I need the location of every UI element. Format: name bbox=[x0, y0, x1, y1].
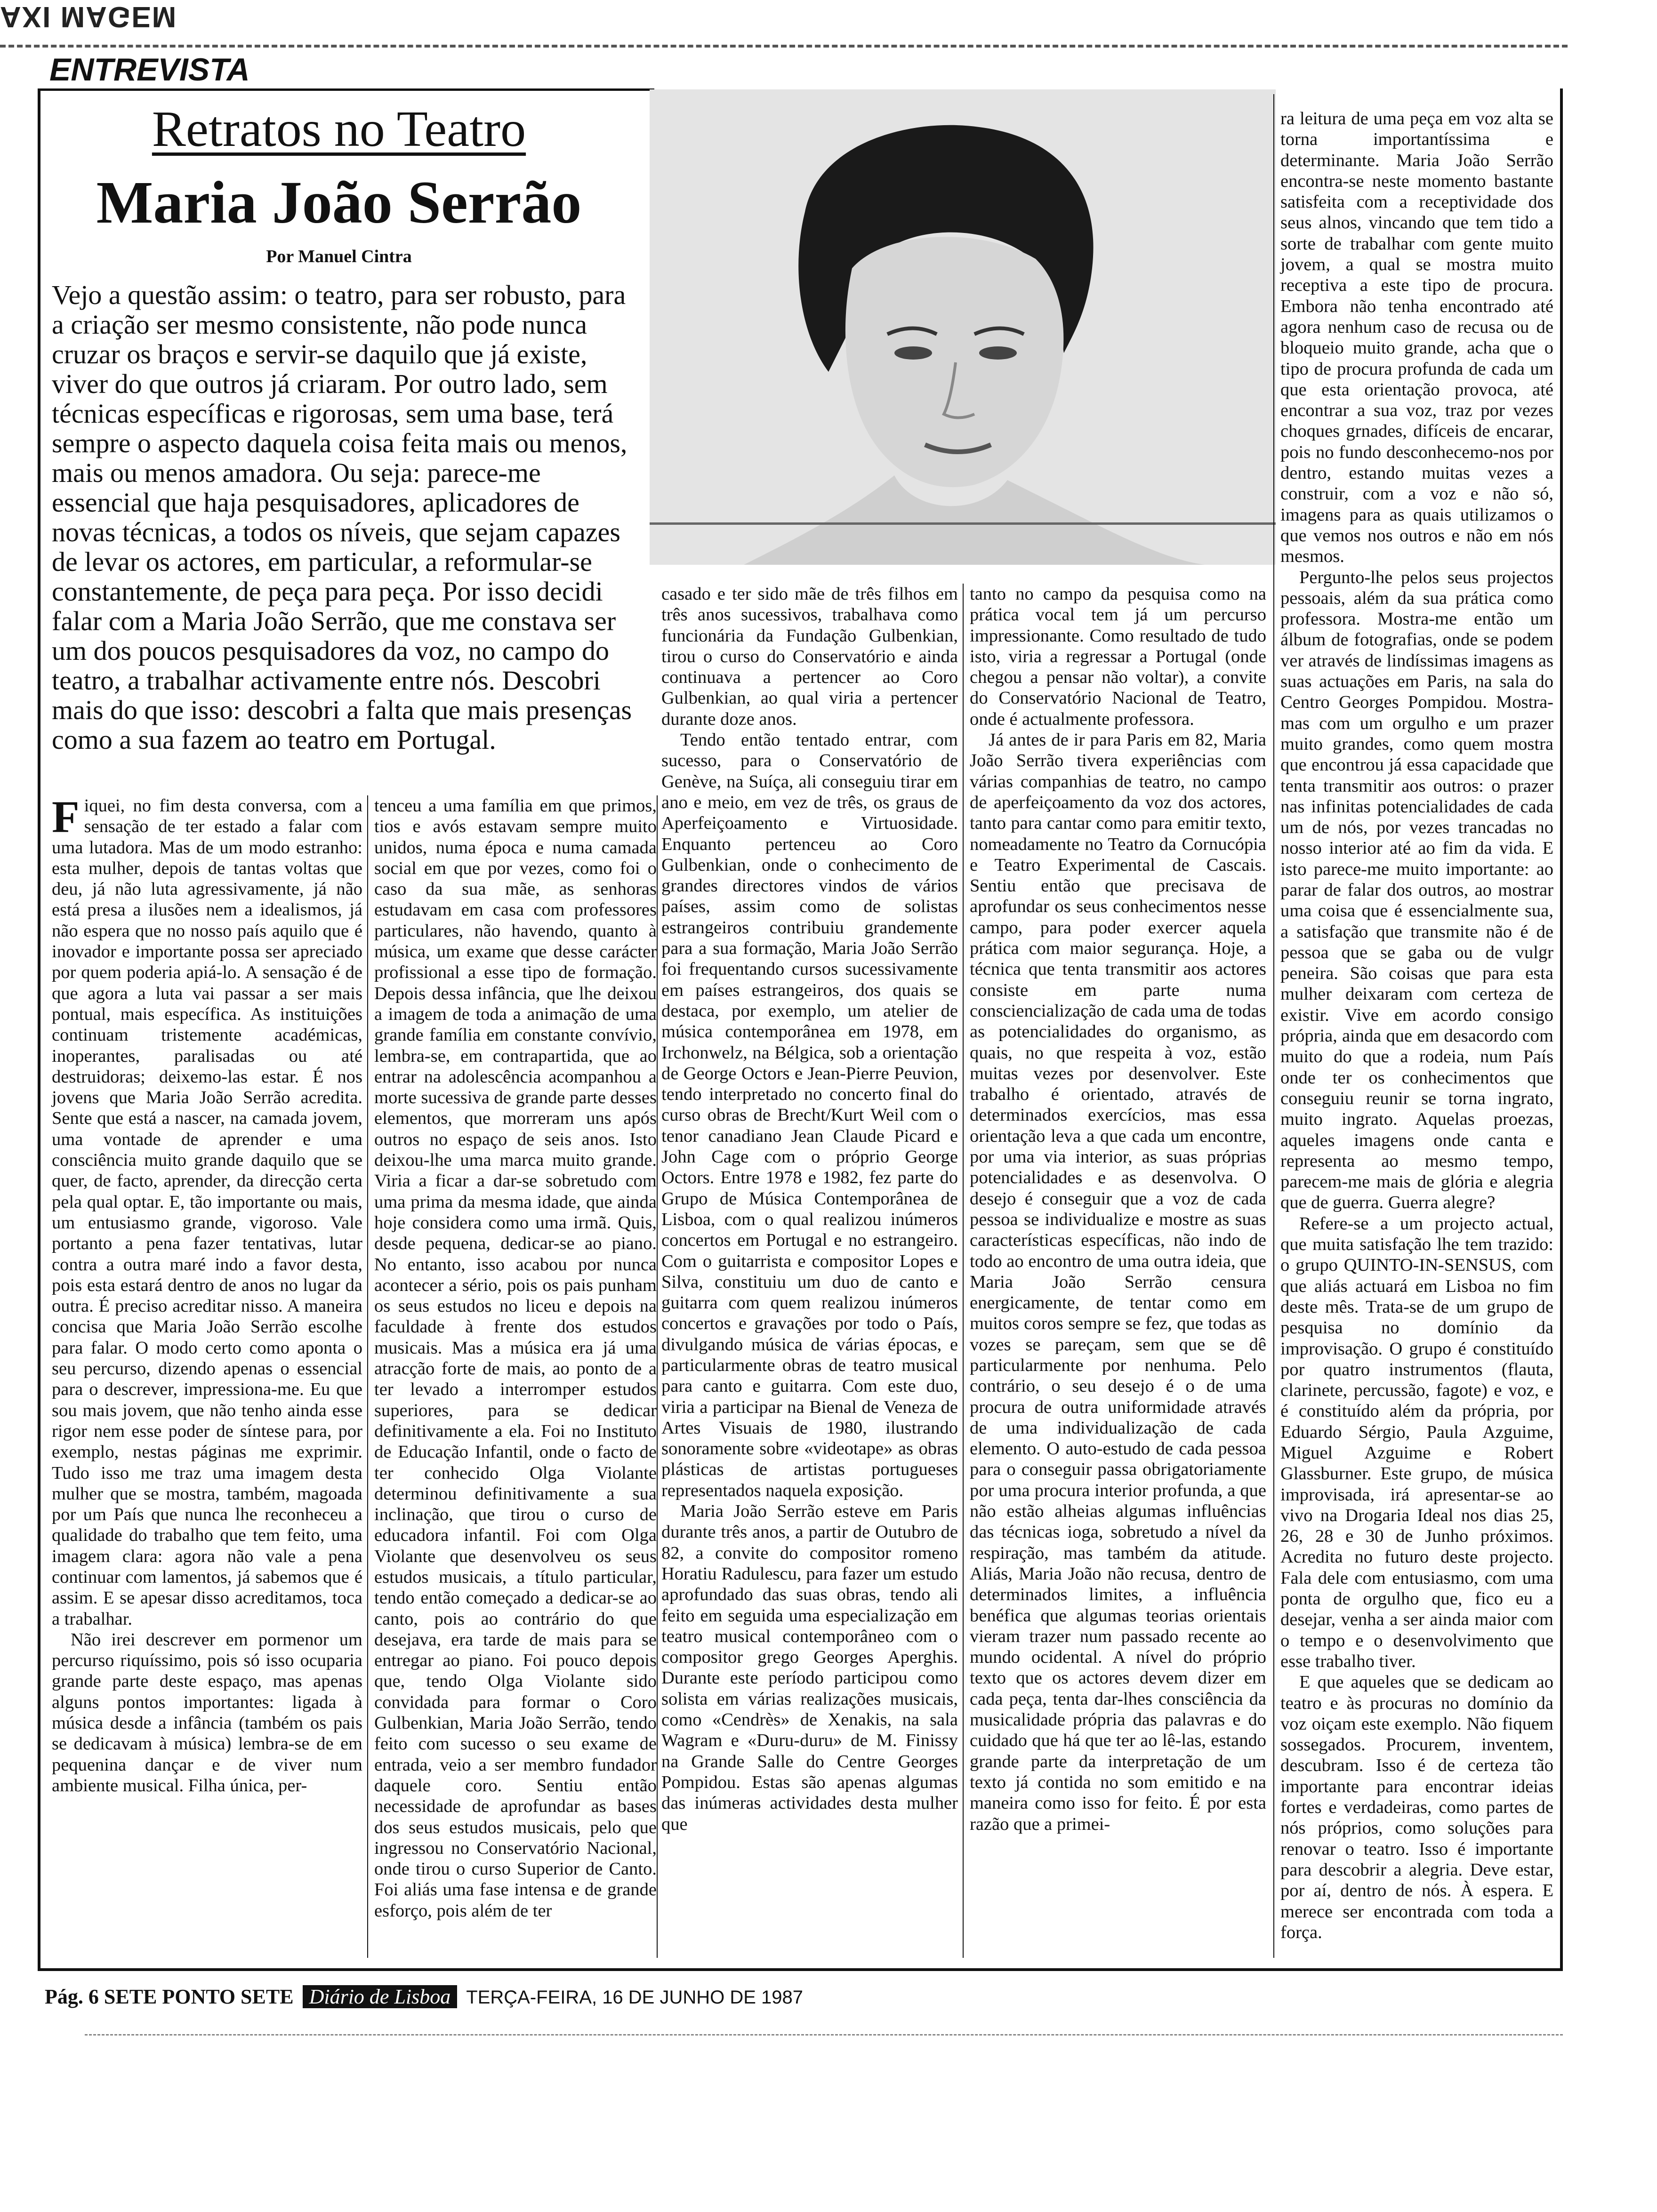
newspaper-logo: Diário de Lisboa bbox=[303, 1985, 458, 2008]
bottom-dashed-rule bbox=[85, 2034, 1563, 2036]
column-3-paragraph-2: Tendo então tentado entrar, com sucesso, para o Conservatório de Genève, na Suíça, ali conseguiu tirar em ano e meio, em vez de três, os graus de Aperfeiçoamento e Virtuosidade. Enquanto pertenceu ao Coro Gulbenkian, onde o conhecimento de grandes directores vindos de vários países, assim como de solistas estrangeiros contribuiu grandemente para a sua formação, Maria João Serrão foi frequentando cursos sucessivamente em países estrangeiros, dos quais se destaca, por exemplo, um atelier de música contemporânea em 1978, em Irchonwelz, na Bélgica, sob a orientação de George Octors e Jean-Pierre Peuvion, tendo interpretado no concerto final do curso obras de Brecht/Kurt Weil com o tenor canadiano Jean Claude Picard e John Cage com o próprio George Octors. Entre 1978 e 1982, fez parte do Grupo de Música Contemporânea de Lisboa, com o qual realizou inúmeros concertos em Portugal e no estrangeiro. Com o guitarrista e compositor Lopes e Silva, constituiu um duo de canto e guitarra com quem realizou inúmeros concertos e gravações por todo o País, divulgando música de várias épocas, e particularmente obras de teatro musical para canto e guitarra. Com este duo, viria a participar na Bienal de Veneza de Artes Visuais de 1980, ilustrando sonoramente sobre «videotape» as obras plásticas de artistas portugueses representados naquela exposição. bbox=[661, 730, 958, 1500]
page-footer bbox=[45, 1984, 803, 2011]
column-4-paragraph-2: Já antes de ir para Paris em 82, Maria João Serrão tivera experiências com várias companhias de teatro, no campo de aperfeiçoamento da voz dos actores, tanto para cantar como para emitir texto, nomeadamente no Teatro da Cornucópia e Teatro Experimental de Cascais. Sentiu então que precisava de aprofundar os seus conhecimentos nesse campo, para poder exercer aquela prática com maior segurança. Hoje, a técnica que tenta transmitir aos actores consiste em parte numa consciencialização de cada uma de todas as potencialidades do organismo, as quais, no que respeita à voz, estão muitas vezes por desenvolver. Este trabalho é orientado, através de determinados exercícios, mas essa orientação leva a que cada um encontre, por uma via interior, as suas próprias potencialidades e as desenvolva. O desejo é conseguir que a voz de cada pessoa se individualize e mostre as suas características específicas, não indo de todo ao encontro de uma outra ideia, que Maria João Serrão censura energicamente, de tentar como em muitos coros sempre se fez, que todas as vozes se pareçam, sem que se dê particularmente por nenhuma. Pelo contrário, o seu desejo é o de uma procura de outra uniformidade através de uma individualização de cada elemento. O auto-estudo de cada pessoa para o conseguir passa obrigatoriamente por uma procura interior profunda, a que não estão alheias algumas influências das técnicas ioga, sobretudo a nível da respiração, mas também da atitude. Aliás, Maria João não recusa, dentro de determinados limites, a influência benéfica que algumas teorias orientais vieram trazer num passado recente ao mundo ocidental. A nível do próprio texto que os actores devem dizer em cada peça, tenta dar-lhes consciência da musicalidade própria das palavras e do cuidado que há que ter ao lê-las, estando grande parte da interpretação de um texto já contida no som emitido e na maneira como isso for feito. É por esta razão que a primei- bbox=[970, 730, 1266, 1834]
lead-paragraph: Vejo a questão assim: o teatro, para ser robusto, para a criação ser mesmo consistente, não pode nunca cruzar os braços e servir-se daquilo que já existe, viver do que outros já criaram. Por outro lado, sem técnicas específicas e rigorosas, sem uma base, terá sempre o aspecto daquela coisa feita mais ou menos, mais ou menos amadora. Ou seja: parece-me essencial que haja pesquisadores, aplicadores de novas técnicas, a todos os níveis, que sejam capazes de levar os actores, em particular, a reformular-se constantemente, de peça para peça. Por isso decidi falar com a Maria João Serrão, que me constava ser um dos poucos pesquisadores da voz, no campo do teatro, a trabalhar activamente entre nós. Descobri mais do que isso: descobri a falta que mais presenças como a sua fazem ao teatro em Portugal. bbox=[52, 280, 632, 755]
article-column-5 bbox=[1280, 108, 1553, 1943]
column-rule-2 bbox=[657, 795, 658, 1958]
column-3-paragraph-1: casado e ter sido mãe de três filhos em três anos sucessivos, trabalhava como funcionária da Fundação Gulbenkian, tirou o curso do Conservatório e ainda continuava a pertencer ao Coro Gulbenkian, ao qual viria a pertencer durante doze anos. bbox=[661, 584, 958, 729]
column-2-paragraph-1: tenceu a uma família em que primos, tios e avós estavam sempre muito unidos, numa época e numa camada social em que por vezes, como foi o caso da sua mãe, as senhoras estudavam em casa com professores particulares, não havendo, quanto à música, um exame que desse carácter profissional a esse tipo de formação. Depois dessa infância, que lhe deixou a imagem de toda a animação de uma grande família em constante convívio, lembra-se, em contrapartida, que ao entrar na adolescência acompanhou a morte sucessiva de grande parte desses elementos, que morreram uns após outros no espaço de seis anos. Isto deixou-lhe uma marca muito grande. Viria a ficar a dar-se sobretudo com uma prima da mesma idade, que ainda hoje considera como uma irmã. Quis, desde pequena, dedicar-se ao piano. No entanto, isso acabou por nunca acontecer a sério, pois os pais punham os seus estudos no liceu e depois na faculdade à frente dos estudos musicais. Mas a música era já uma atracção forte de mais, ao ponto de a ter levado a interromper estudos superiores, para se dedicar definitivamente a ela. Foi no Instituto de Educação Infantil, onde o facto de ter conhecido Olga Violante determinou definitivamente a sua inclinação, que tirou o curso de educadora infantil. Foi com Olga Violante que desenvolveu os seus estudos musicais, a título particular, tendo então começado a dedicar-se ao canto, pois ao contrário do que desejava, era tarde de mais para se entregar ao piano. Foi pouco depois que, tendo Olga Violante sido convidada para formar o Coro Gulbenkian, Maria João Serrão, tendo feito com sucesso o seu exame de entrada, veio a ser membro fundador daquele coro. Sentiu então necessidade de aprofundar as bases dos seus estudos musicais, pelo que ingressou no Conservatório Nacional, onde tirou o curso Superior de Canto. Foi aliás uma fase intensa e de grande esforço, pois além de ter bbox=[374, 796, 657, 1921]
portrait-illustration bbox=[650, 89, 1276, 565]
drop-cap: F bbox=[52, 792, 80, 842]
column-5-paragraph-2: Pergunto-lhe pelos seus projectos pessoais, além da sua prática como professora. Mostra-me então um álbum de fotografias, onde se podem ver através de lindíssimas imagens as suas actuações em Paris, na sala do Centro Georges Pompidou. Mostra-mas com um orgulho e um prazer muito grandes, como quem mostra que encontrou já essa capacidade que tenta transmitir aos outros: o prazer nas infinitas potencialidades de cada um de nós, por vezes trancadas no nosso interior até ao fim da vida. E isto parece-me muito importante: ao parar de falar dos outros, ao mostrar uma coisa que é essencialmente sua, a satisfação que transmite não é de pessoa que se gaba ou de vulgr peneira. São coisas que para esta mulher deixaram com certeza de existir. Vive em acordo consigo própria, ainda que em desacordo com muito do que a rodeia, num País onde ter os conhecimentos que conseguiu reunir se torna ingrato, muito ingrato. Aquelas proezas, aqueles imagens onde canta e representa ao mesmo tempo, parecem-me mais de glória e alegria que de guerra. Guerra alegre? bbox=[1280, 567, 1553, 1213]
article-column-3 bbox=[661, 584, 958, 1835]
column-5-paragraph-1: ra leitura de uma peça em voz alta se torna importantíssima e determinante. Maria João Serrão encontra-se neste momento bastante satisfeita com a receptividade dos seus alnos, vincando que tem tido a sorte de trabalhar com gente muito jovem, a qual se mostra muito receptiva a este tipo de procura. Embora não tenha encontrado até agora nenhum caso de recusa ou de bloqueio muito grande, acha que o tipo de procura profunda de cada um que esta orientação provoca, até encontrar a sua voz, traz por vezes choques grnades, difíceis de encarar, pois no fundo desconhecemo-nos por dentro, estando muitas vezes a construir, com a voz e não só, imagens para as quais utilizamos o que vemos nos outros e não em nós mesmos. bbox=[1280, 109, 1553, 567]
column-3-paragraph-3: Maria João Serrão esteve em Paris durante três anos, a partir de Outubro de 82, a convite do compositor romeno Horatiu Radulescu, para fazer um estudo aprofundado das suas obras, tendo ali feito em seguida uma especialização em teatro musical contemporâneo com o compositor grego Georges Aperghis. Durante este período participou como solista em várias realizações musicais, como «Cendrès» de Xenakis, na sala Wagram e «Duru-duru» de M. Finissy na Grande Salle do Centre Georges Pompidou. Estas são apenas algumas das inúmeras actividades desta mulher que bbox=[661, 1501, 958, 1834]
column-rule-4 bbox=[1273, 94, 1274, 1958]
column-1-paragraph-1-text: iquei, no fim desta conversa, com a sensação de ter estado a falar com uma lutadora. Mas de um modo estranho: esta mulher, depois de tantas voltas que deu, já não luta agressivamente, já não está presa a ilusões nem a idealismos, já não espera que no nosso país aquilo que é inovador e importante possa ser apreciado por quem poderia apiá-lo. A sensação é de que agora a luta vai passar a ser mais pontual, mais específica. As instituições continuam tristemente académicas, inoperantes, paralisadas ou até destruidoras; deixemo-las estar. É nos jovens que Maria João Serrão acredita. Sente que está a nascer, na camada jovem, uma vontade de aprender e uma consciência muito grande daquilo que se quer, de facto, aprender, da direcção certa pela qual optar. E, tão importante ou mais, um entusiasmo grande, vigoroso. Vale portanto a pena fazer tentativas, lutar contra a outra maré indo a favor desta, pois esta estará dentro de anos no lugar da outra. É preciso acreditar nisso. A maneira concisa que Maria João Serrão escolhe para falar. O modo certo como aponta o seu percurso, dizendo apenas o essencial para o descrever, impressiona-me. Eu que sou mais jovem, que não tenho ainda esse rigor nem esse poder de síntese para, por exemplo, nestas páginas me exprimir. Tudo isso me traz uma imagem desta mulher que se mostra, também, magoada por um País que nunca lhe reconheceu a qualidade do trabalho que tem feito, uma imagem clara: agora não vale a pena continuar com lamentos, já sabemos que é assim. E se apesar disso acreditamos, toca a trabalhar. bbox=[52, 796, 362, 1629]
byline: Por Manuel Cintra bbox=[266, 247, 412, 266]
column-rule-3 bbox=[963, 584, 964, 1958]
kicker: Retratos no Teatro bbox=[152, 101, 526, 157]
article-column-1 bbox=[52, 792, 362, 1796]
page-number: Pág. 6 bbox=[45, 1985, 99, 2008]
top-mark: AXI MAGEM bbox=[0, 0, 177, 33]
headline: Maria João Serrão bbox=[96, 169, 582, 236]
photo-bottom-edge bbox=[650, 522, 1276, 525]
issue-date: TERÇA-FEIRA, 16 DE JUNHO DE 1987 bbox=[466, 1987, 804, 2008]
supplement-name: SETE PONTO SETE bbox=[104, 1985, 294, 2008]
column-rule-1 bbox=[367, 795, 368, 1958]
column-5-paragraph-4: E que aqueles que se dedicam ao teatro e às procuras no domínio da voz oiçam este exemplo. Não fiquem sossegados. Procurem, inventem, descubram. Isso é de certeza tão importante para encontrar ideias fortes e verdadeiras, como partes de nós próprios, como soluções para renovar o teatro. Isso é importante para descobrir a alegria. Deve estar, por aí, dentro de nós. À espera. E merece ser encontrada com toda a força. bbox=[1280, 1672, 1553, 1942]
top-dashed-rule bbox=[0, 45, 1568, 48]
column-4-paragraph-1: tanto no campo da pesquisa como na prática vocal tem já um percurso impressionante. Como resultado de tudo isto, viria a regressar a Portugal (onde chegou a pensar não voltar), a convite do Conservatório Nacional de Teatro, onde é actualmente professora. bbox=[970, 584, 1266, 729]
portrait-photo bbox=[650, 89, 1276, 565]
article-column-4 bbox=[970, 584, 1266, 1835]
column-1-paragraph-1 bbox=[52, 792, 362, 1629]
section-label: ENTREVISTA bbox=[49, 52, 250, 88]
column-1-paragraph-2: Não irei descrever em pormenor um percurso riquíssimo, pois só isso ocuparia grande parte deste espaço, mas apenas alguns pontos importantes: ligada à música desde a infância (também os pais se dedicavam à música) lembra-se de em pequenina dançar e de viver num ambiente musical. Filha única, per- bbox=[52, 1629, 362, 1795]
article-column-2 bbox=[374, 795, 657, 1921]
column-5-paragraph-3: Refere-se a um projecto actual, que muita satisfação lhe tem trazido: o grupo QUINTO-IN-SENSUS, com que aliás actuará em Lisboa no fim deste mês. Trata-se de um grupo de pesquisa no domínio da improvisação. O grupo é constituído por quatro instrumentos (flauta, clarinete, percussão, fagote) e voz, e é constituído além da própria, por Eduardo Sérgio, Paula Azguime, Miguel Azguime e Robert Glassburner. Este grupo, de música improvisada, irá apresentar-se ao vivo na Drogaria Ideal nos dias 25, 26, 28 e 30 de Junho próximos. Acredita no futuro deste projecto. Fala dele com entusiasmo, com uma ponta de orgulho que, fico eu a desejar, venha a ser ainda maior com o tempo e o desenvolvimento que esse trabalho tiver. bbox=[1280, 1213, 1553, 1671]
